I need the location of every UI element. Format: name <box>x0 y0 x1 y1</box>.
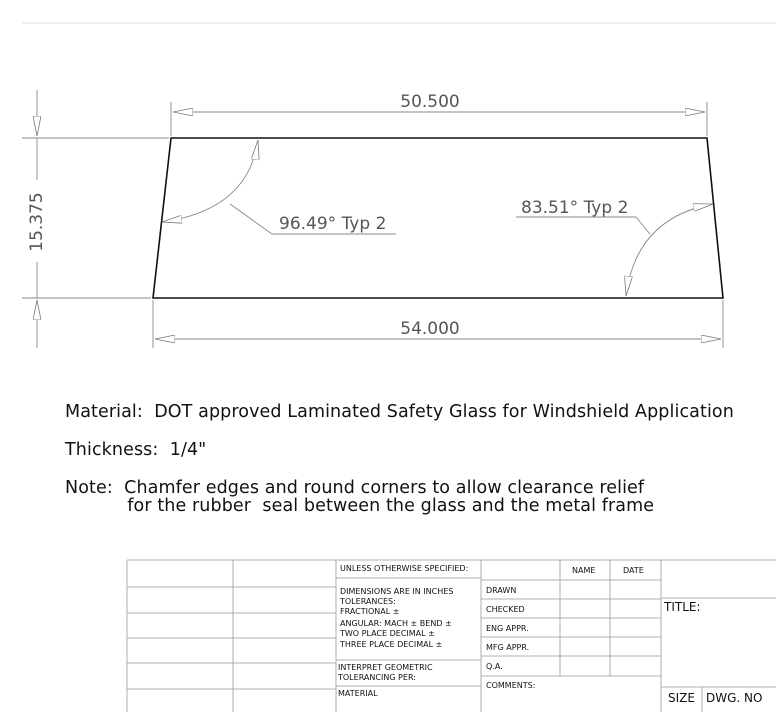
drawn-label: DRAWN <box>486 586 517 595</box>
chamfer-note-line1: Note: Chamfer edges and round corners to allow clearance relief <box>65 478 645 498</box>
unless-specified-label: UNLESS OTHERWISE SPECIFIED: <box>340 564 469 573</box>
dwg-no-field-label: DWG. NO <box>706 691 763 705</box>
left-angle-dimension <box>162 140 396 234</box>
interpret-line1: INTERPRET GEOMETRIC <box>338 663 433 672</box>
checked-label: CHECKED <box>486 605 525 614</box>
size-field-label: SIZE <box>668 691 695 705</box>
height-label: 15.375 <box>27 192 47 252</box>
dims-line2: TOLERANCES: <box>340 597 396 606</box>
chamfer-note-line2: for the rubber seal between the glass and the metal frame <box>65 496 655 516</box>
material-field-label: MATERIAL <box>338 689 378 698</box>
right-angle-label: 83.51° Typ 2 <box>521 198 629 218</box>
comments-label: COMMENTS: <box>486 681 536 690</box>
thickness-note: Thickness: 1/4" <box>65 440 207 460</box>
top-width-dimension <box>171 92 707 136</box>
left-angle-label: 96.49° Typ 2 <box>279 214 387 234</box>
bottom-width-label: 54.000 <box>400 319 460 339</box>
dims-line3: FRACTIONAL ± <box>340 607 400 616</box>
windshield-outline <box>153 138 723 298</box>
top-width-label: 50.500 <box>400 92 460 112</box>
title-field-label: TITLE: <box>664 600 701 614</box>
date-header: DATE <box>623 566 644 575</box>
eng-appr-label: ENG APPR. <box>486 624 529 633</box>
dims-line1: DIMENSIONS ARE IN INCHES <box>340 587 454 596</box>
title-block-grid <box>127 560 776 712</box>
dims-line4: ANGULAR: MACH ± BEND ± <box>340 619 452 628</box>
right-angle-dimension <box>516 198 713 296</box>
material-note: Material: DOT approved Laminated Safety Glass for Windshield Application <box>65 402 734 422</box>
name-header: NAME <box>572 566 596 575</box>
dims-line6: THREE PLACE DECIMAL ± <box>340 640 443 649</box>
mfg-appr-label: MFG APPR. <box>486 643 530 652</box>
interpret-line2: TOLERANCING PER: <box>338 673 416 682</box>
height-dimension <box>22 90 169 348</box>
qa-label: Q.A. <box>486 662 503 671</box>
dims-line5: TWO PLACE DECIMAL ± <box>340 629 435 638</box>
bottom-width-dimension <box>153 300 723 348</box>
